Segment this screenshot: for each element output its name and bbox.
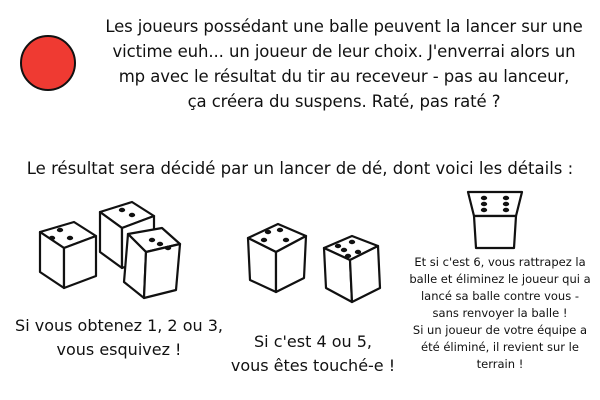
die-icon [240,212,314,298]
intro-text [96,14,592,114]
die-pip [157,242,163,246]
die-icon [318,230,386,306]
outcome-six-line: été éliminé, il revient sur le [421,340,579,354]
outcome-six-line: balle et éliminez le joueur qui a [409,272,591,286]
outcome-six-line: terrain ! [476,357,524,371]
outcome-six-line: lancé sa balle contre vous - [420,289,580,303]
die-pip [119,208,125,212]
die-pip [481,208,487,212]
die-pip [165,246,171,250]
die-pip [49,236,55,240]
outcome-dodge-line: vous esquivez ! [56,340,182,359]
die-pip [261,238,267,242]
die-pip [503,196,509,200]
outcome-hit-line: vous êtes touché-e ! [230,356,396,375]
outcome-six [405,254,595,373]
die-pip [481,196,487,200]
die-pip [283,238,289,242]
die-pip [481,202,487,206]
outcome-six-line: Et si c'est 6, vous rattrapez la [414,255,586,269]
outcome-hit [228,330,398,378]
die-pip [265,230,271,234]
die-pip [57,228,63,232]
die-pip [335,244,341,248]
intro-line: victime euh... un joueur de leur choix. J'enverrai alors un [112,42,576,61]
die-pip [503,202,509,206]
die-pip [503,208,509,212]
die-pip [67,236,73,240]
die-pip [349,240,355,244]
die-pip [345,254,351,258]
intro-line: ça créera du suspens. Raté, pas raté ? [187,92,501,111]
die-pip [149,238,155,242]
intro-line: mp avec le résultat du tir au receveur - pas au lanceur, [118,67,570,86]
red-ball-icon [20,35,76,91]
outcome-six-line: Si un joueur de votre équipe a [412,323,588,337]
outcome-dodge [8,314,230,362]
outcome-hit-line: Si c'est 4 ou 5, [254,332,372,351]
die-pip [341,248,347,252]
die-pip [355,250,361,254]
die-icon [114,220,186,306]
dice-intro-heading: Le résultat sera décidé par un lancer de dé, dont voici les détails : [26,159,574,178]
intro-line: Les joueurs possédant une balle peuvent la lancer sur une [105,17,583,36]
outcome-dodge-line: Si vous obtenez 1, 2 ou 3, [15,316,223,335]
die-pip [277,228,283,232]
outcome-six-line: sans renvoyer la balle ! [432,306,568,320]
die-pip [129,213,135,217]
die-icon [462,186,528,256]
